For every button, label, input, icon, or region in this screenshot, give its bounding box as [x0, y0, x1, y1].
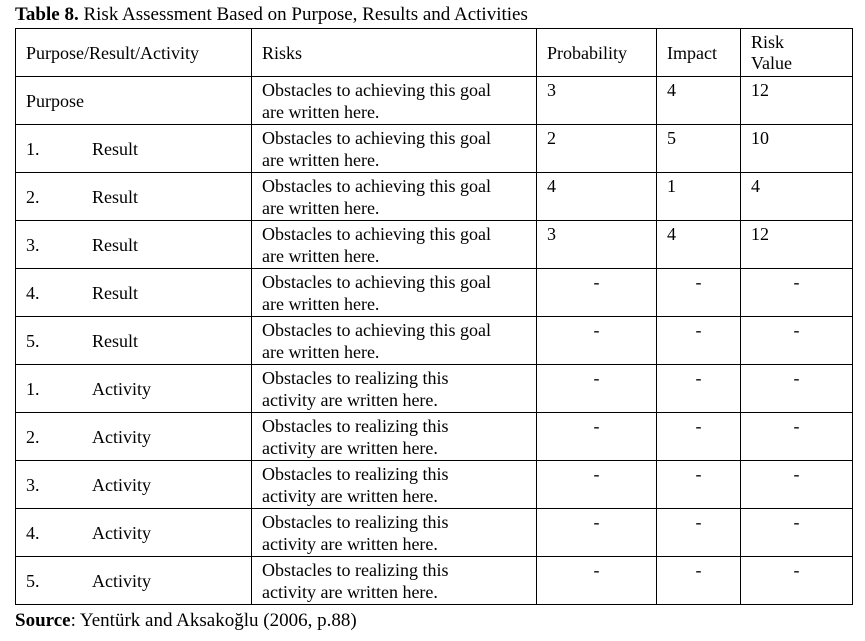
risk-text-line1: Obstacles to achieving this goal	[262, 176, 491, 196]
risk-value-cell: 12	[741, 77, 853, 125]
risk-cell	[252, 365, 537, 413]
risk-text-line2: are written here.	[262, 342, 380, 362]
risk-assessment-table	[15, 28, 853, 605]
risk-value-cell: -	[741, 509, 853, 557]
row-number: 4.	[26, 523, 40, 543]
source-text: : Yentürk and Aksakoğlu (2006, p.88)	[70, 610, 357, 631]
row-number: 1.	[26, 379, 40, 399]
table-row	[16, 173, 853, 221]
risk-value-cell: 4	[741, 173, 853, 221]
impact-cell: 5	[657, 125, 741, 173]
risk-text-line2: are written here.	[262, 246, 380, 266]
impact-cell: 1	[657, 173, 741, 221]
risk-cell	[252, 461, 537, 509]
risk-cell	[252, 269, 537, 317]
impact-cell: -	[657, 365, 741, 413]
row-label: Result	[92, 283, 139, 303]
risk-cell	[252, 125, 537, 173]
table-row	[16, 269, 853, 317]
row-label-cell	[16, 413, 252, 461]
impact-cell: 4	[657, 77, 741, 125]
risk-text-line1: Obstacles to achieving this goal	[262, 320, 491, 340]
risk-text-line1: Obstacles to achieving this goal	[262, 224, 491, 244]
table-row	[16, 125, 853, 173]
risk-value-cell: -	[741, 557, 853, 605]
risk-value-cell: -	[741, 461, 853, 509]
impact-cell: 4	[657, 221, 741, 269]
risk-text-line1: Obstacles to achieving this goal	[262, 272, 491, 292]
risk-text-line2: activity are written here.	[262, 534, 438, 554]
row-label: Result	[92, 235, 139, 255]
row-label-cell	[16, 77, 252, 125]
risk-value-cell: -	[741, 365, 853, 413]
row-number: 5.	[26, 571, 40, 591]
table-row	[16, 461, 853, 509]
probability-cell: 3	[537, 77, 657, 125]
risk-text-line2: activity are written here.	[262, 582, 438, 602]
impact-cell: -	[657, 461, 741, 509]
row-label-cell	[16, 125, 252, 173]
risk-value-cell: 10	[741, 125, 853, 173]
risk-text-line1: Obstacles to realizing this	[262, 368, 449, 388]
table-header	[16, 29, 853, 77]
table-row	[16, 221, 853, 269]
risk-cell	[252, 173, 537, 221]
row-number: 3.	[26, 475, 40, 495]
risk-value-cell: -	[741, 317, 853, 365]
row-label-cell	[16, 221, 252, 269]
risk-cell	[252, 317, 537, 365]
row-label: Activity	[92, 427, 151, 447]
row-number: 2.	[26, 427, 40, 447]
row-label: Activity	[92, 475, 151, 495]
probability-cell: 3	[537, 221, 657, 269]
probability-cell: 4	[537, 173, 657, 221]
header-row	[16, 29, 853, 77]
table-row	[16, 509, 853, 557]
impact-cell: -	[657, 557, 741, 605]
risk-text-line1: Obstacles to realizing this	[262, 464, 449, 484]
risk-text-line2: activity are written here.	[262, 438, 438, 458]
header-risk-value	[741, 29, 853, 77]
row-number: 4.	[26, 283, 40, 303]
table-caption	[15, 4, 528, 26]
probability-cell: -	[537, 461, 657, 509]
source-note	[15, 610, 357, 632]
risk-text-line1: Obstacles to achieving this goal	[262, 80, 491, 100]
risk-value-cell: 12	[741, 221, 853, 269]
row-number: 2.	[26, 187, 40, 207]
impact-cell: -	[657, 413, 741, 461]
row-label-cell	[16, 317, 252, 365]
row-label: Result	[92, 139, 139, 159]
row-number: 3.	[26, 235, 40, 255]
caption-title: Risk Assessment Based on Purpose, Results and Activities	[78, 4, 528, 25]
risk-text-line1: Obstacles to achieving this goal	[262, 128, 491, 148]
impact-cell: -	[657, 317, 741, 365]
row-label: Activity	[92, 571, 151, 591]
table-row	[16, 77, 853, 125]
header-risks: Risks	[252, 29, 537, 77]
risk-cell	[252, 509, 537, 557]
risk-text-line2: are written here.	[262, 102, 380, 122]
table-body	[16, 77, 853, 605]
header-risk-value-line2: Value	[751, 52, 792, 73]
impact-cell: -	[657, 509, 741, 557]
row-label-cell	[16, 365, 252, 413]
source-label: Source	[15, 610, 71, 631]
row-label: Activity	[92, 379, 151, 399]
row-label: Purpose	[26, 91, 84, 111]
risk-text-line1: Obstacles to realizing this	[262, 416, 449, 436]
risk-cell	[252, 221, 537, 269]
row-label: Result	[92, 331, 139, 351]
row-label-cell	[16, 173, 252, 221]
caption-label: Table 8.	[15, 4, 79, 25]
risk-cell	[252, 557, 537, 605]
header-purpose-result-activity: Purpose/Result/Activity	[16, 29, 252, 77]
row-label-cell	[16, 509, 252, 557]
probability-cell: -	[537, 317, 657, 365]
row-label-cell	[16, 461, 252, 509]
probability-cell: -	[537, 269, 657, 317]
risk-text-line2: are written here.	[262, 198, 380, 218]
risk-text-line2: activity are written here.	[262, 486, 438, 506]
row-number: 5.	[26, 331, 40, 351]
risk-text-line2: are written here.	[262, 150, 380, 170]
probability-cell: -	[537, 413, 657, 461]
probability-cell: -	[537, 509, 657, 557]
table-row	[16, 557, 853, 605]
probability-cell: -	[537, 365, 657, 413]
risk-value-cell: -	[741, 269, 853, 317]
header-impact: Impact	[657, 29, 741, 77]
risk-cell	[252, 413, 537, 461]
table-row	[16, 365, 853, 413]
risk-text-line2: are written here.	[262, 294, 380, 314]
risk-text-line1: Obstacles to realizing this	[262, 512, 449, 532]
row-number: 1.	[26, 139, 40, 159]
risk-cell	[252, 77, 537, 125]
header-probability: Probability	[537, 29, 657, 77]
impact-cell: -	[657, 269, 741, 317]
risk-text-line1: Obstacles to realizing this	[262, 560, 449, 580]
probability-cell: 2	[537, 125, 657, 173]
row-label: Activity	[92, 523, 151, 543]
probability-cell: -	[537, 557, 657, 605]
table-row	[16, 317, 853, 365]
row-label: Result	[92, 187, 139, 207]
row-label-cell	[16, 269, 252, 317]
table-row	[16, 413, 853, 461]
row-label-cell	[16, 557, 252, 605]
risk-value-cell: -	[741, 413, 853, 461]
risk-text-line2: activity are written here.	[262, 390, 438, 410]
header-risk-value-line1: Risk	[751, 31, 785, 52]
